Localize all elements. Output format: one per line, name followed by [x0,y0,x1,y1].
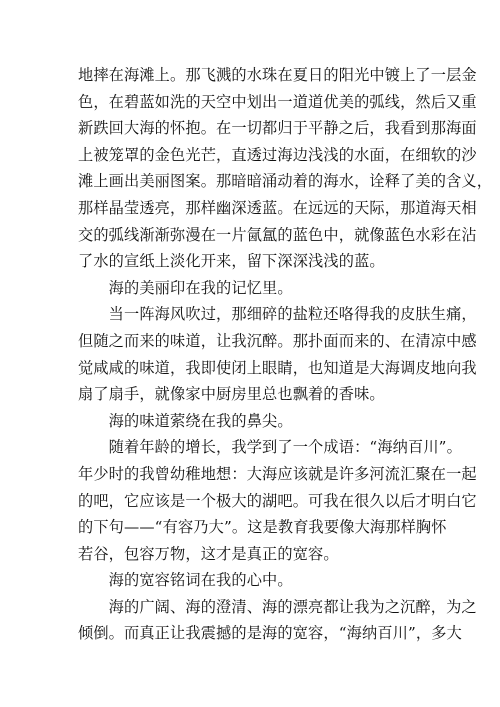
text-line: 若谷，包容万物，这才是真正的宽容。 [78,544,339,563]
text-line: 的下句——“有容乃大”。这是教育我要像大海那样胸怀 [78,518,447,537]
text-line: 扇了扇手，就像家中厨房里总也飘着的香味。 [78,385,385,404]
text-line: 觉咸咸的味道，我即使闭上眼睛，也知道是大海调皮地向我 [78,358,477,377]
text-line: 年少时的我曾幼稚地想：大海应该就是许多河流汇聚在一起 [78,464,477,483]
text-line: 但随之而来的味道，让我沉醉。那扑面而来的、在清凉中感 [78,331,477,350]
text-line: 滩上画出美丽图案。那暗暗涌动着的海水，诠释了美的含义， [78,172,493,191]
text-line: 色，在碧蓝如洗的天空中划出一道道优美的弧线，然后又重 [78,92,477,111]
text-line: 交的弧线渐渐弥漫在一片氤氲的蓝色中，就像蓝色水彩在沾 [78,225,477,244]
text-line: 那样晶莹透亮，那样幽深透蓝。在远远的天际，那道海天相 [78,198,477,217]
paragraph-summary-taste: 海的味道萦绕在我的鼻尖。 [78,411,293,430]
text-line: 随着年龄的增长，我学到了一个成语：“海纳百川”。 [78,438,462,457]
text-line: 海的广阔、海的澄清、海的漂亮都让我为之沉醉，为之 [78,597,477,616]
article-body [78,62,493,647]
text-line: 新跌回大海的怀抱。在一切都归于平静之后，我看到那海面 [78,119,477,138]
text-line: 倾倒。而真正让我震撼的是海的宽容，“海纳百川”，多大 [78,624,462,643]
text-line: 当一阵海风吹过，那细碎的盐粒还咯得我的皮肤生痛， [78,305,477,324]
text-line: 的吧，它应该是一个极大的湖吧。可我在很久以后才明白它 [78,491,477,510]
text-line: 上被笼罩的金色光芒，直透过海边浅浅的水面，在细软的沙 [78,145,477,164]
paragraph-summary-beauty: 海的美丽印在我的记忆里。 [78,278,293,297]
text-line: 地摔在海滩上。那飞溅的水珠在夏日的阳光中镀上了一层金 [78,66,477,84]
text-line: 了水的宣纸上淡化开来，留下深深浅浅的蓝。 [78,252,385,271]
paragraph-summary-tolerance: 海的宽容铭词在我的心中。 [78,571,293,590]
